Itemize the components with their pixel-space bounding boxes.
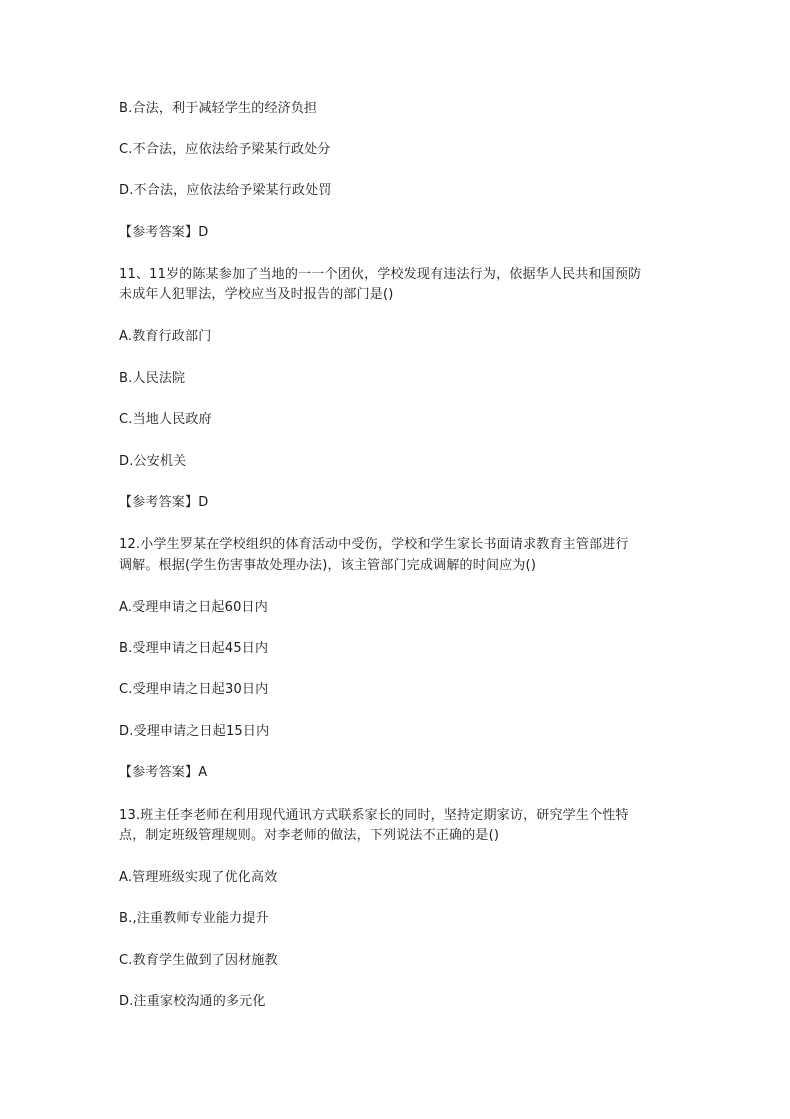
q12-option-c: C.受理申请之日起30日内 — [119, 682, 269, 697]
q13-option-b: B.,注重教师专业能力提升 — [119, 911, 269, 926]
q12-stem-line1: 12.小学生罗某在学校组织的体育活动中受伤，学校和学生家长书面请求教育主管部进行 — [119, 537, 629, 552]
q10-option-b: B.合法，利于减轻学生的经济负担 — [119, 101, 318, 116]
q10-answer: 【参考答案】D — [119, 225, 209, 240]
q11-option-c: C.当地人民政府 — [119, 412, 212, 427]
q11-stem-line1: 11、11岁的陈某参加了当地的一一个团伙，学校发现有违法行为，依据华人民共和国预防 — [119, 267, 642, 282]
q11-option-b: B.人民法院 — [119, 371, 186, 386]
q12-option-a: A.受理申请之日起60日内 — [119, 600, 268, 615]
q11-option-a: A.教育行政部门 — [119, 329, 212, 344]
q11-option-d: D.公安机关 — [119, 454, 187, 469]
q12-answer: 【参考答案】A — [119, 765, 208, 780]
q11-answer: 【参考答案】D — [119, 495, 209, 510]
q12-option-b: B.受理申请之日起45日内 — [119, 641, 269, 656]
q13-option-c: C.教育学生做到了因材施教 — [119, 953, 278, 968]
q13-stem-line1: 13.班主任李老师在利用现代通讯方式联系家长的同时，坚持定期家访，研究学生个性特 — [119, 808, 629, 823]
q13-option-d: D.注重家校沟通的多元化 — [119, 994, 266, 1009]
q12-option-d: D.受理申请之日起15日内 — [119, 724, 270, 739]
q10-option-d: D.不合法，应依法给予梁某行政处罚 — [119, 183, 332, 198]
q12-stem-line2: 调解。根据(学生伤害事故处理办法)，该主管部门完成调解的时间应为() — [119, 558, 537, 573]
q13-stem-line2: 点，制定班级管理规则。对李老师的做法，下列说法不正确的是() — [119, 828, 500, 843]
q13-option-a: A.管理班级实现了优化高效 — [119, 870, 278, 885]
q11-stem-line2: 未成年人犯罪法，学校应当及时报告的部门是() — [119, 287, 394, 302]
q10-option-c: C.不合法，应依法给予梁某行政处分 — [119, 142, 331, 157]
